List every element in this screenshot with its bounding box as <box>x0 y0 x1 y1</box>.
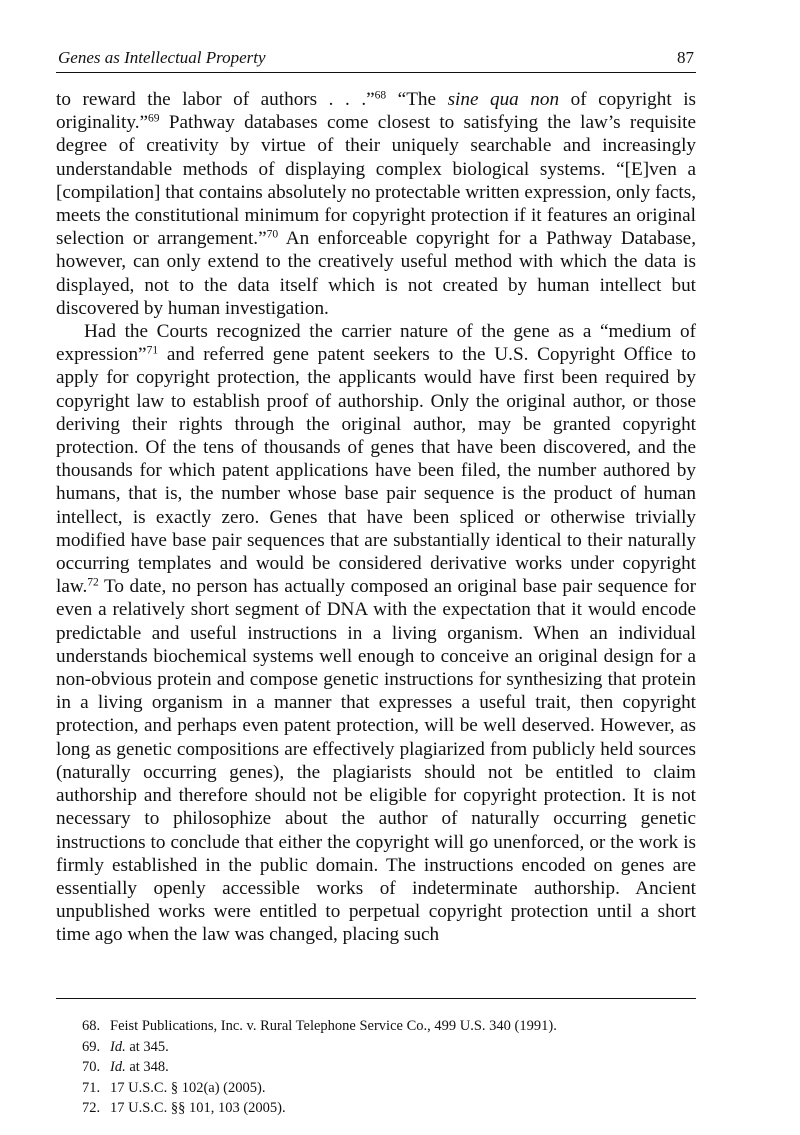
footnote-70 <box>82 1057 682 1078</box>
text-run: Pathway databases come closest to satisfying the law’s requisite degree of creativity by virtue of their uniquely searchable and increasingly understandable methods of displaying complex biological systems. “[E]ven a [compilation] that contains absolutely no protectable written expression, only facts, meets the constitutional minimum for copyright protection if it features an original selection or arrangement.” <box>56 112 696 250</box>
footnote-ref-69: 69 <box>148 112 160 125</box>
footnote-number: 69. <box>82 1038 101 1055</box>
footnote-ref-70: 70 <box>266 228 279 241</box>
text-run: and referred gene patent seekers to the U.S. Copyright Office to apply for copyright protection, the applicants would have first been required by copyright law to establish proof of authorship. Only the original author, or those deriving their rights through the original author, may be granted copyright protection. Of the tens of thousands of genes that have been discovered, and the thousands for which patent applications have been filed, the number authored by humans, that is, the number whose base pair sequence is the product of human intellect, is exactly zero. Genes that have been spliced or otherwise trivially modified have base pair sequences that are substantially identical to their naturally occurring templates and would be considered derivative works under copyright law. <box>56 344 696 598</box>
footnote-ref-68: 68 <box>374 89 387 102</box>
footnote-69 <box>82 1037 682 1058</box>
page-header <box>56 48 696 70</box>
text-run: of copyright is originality.” <box>56 89 696 134</box>
footnote-rule <box>56 998 696 999</box>
body-text <box>56 88 696 947</box>
footnote-text: Feist Publications, Inc. v. Rural Telephone Service Co., 499 U.S. 340 (1991). <box>110 1018 557 1034</box>
text-run: To date, no person has actually composed an original base pair sequence for even a relatively short segment of DNA with the expectation that it would encode predictable and useful instructions in a living organism. When an individual understands biochemical systems well enough to conceive an original design for a non-obvious protein and compose genetic instructions for synthesizing that protein in a living organism in a manner that expresses a useful trait, then copyright protection, and perhaps even patent protection, will be well deserved. However, as long as genetic compositions are effectively plagiarized from publicly held sources (naturally occurring genes), the plagiarists should not be entitled to claim authorship and therefore should not be eligible for copyright protection. It is not necessary to philosophize about the author of naturally occurring genetic instructions to conclude that either the copyright will go unenforced, or the work is firmly established in the public domain. The instructions encoded on genes are essentially openly accessible works of indeterminate authorship. Ancient unpublished works were entitled to perpetual copyright protection until a short time ago when the law was changed, placing such <box>56 576 696 946</box>
running-head: Genes as Intellectual Property <box>58 48 266 67</box>
footnote-number: 71. <box>82 1079 101 1096</box>
page-number: 87 <box>677 48 694 67</box>
footnote-text: 17 U.S.C. § 102(a) (2005). <box>110 1079 266 1096</box>
footnote-number: 70. <box>82 1059 101 1075</box>
text-run: to reward the labor of authors . . .” <box>56 89 375 110</box>
footnote-text: 17 U.S.C. §§ 101, 103 (2005). <box>110 1100 286 1116</box>
footnote-ref-72: 72 <box>87 576 99 589</box>
footnote-71 <box>82 1078 682 1099</box>
footnote-68 <box>82 1016 682 1037</box>
footnote-number: 68. <box>82 1018 101 1034</box>
header-rule <box>56 72 696 73</box>
paragraph-1 <box>56 88 696 320</box>
text-run: “The <box>386 89 448 110</box>
footnote-id: Id. <box>110 1059 126 1075</box>
footnote-id: Id. <box>110 1038 126 1055</box>
footnote-number: 72. <box>82 1100 101 1116</box>
text-run: An enforceable copyright for a Pathway Database, however, can only extend to the creatively useful method with which the data is displayed, not to the data itself which is not created by human intellect but discovered by human investigation. <box>56 228 696 319</box>
footnotes <box>82 1016 682 1119</box>
paragraph-2 <box>56 320 696 946</box>
text-run: Had the Courts recognized the carrier nature of the gene as a “medium of expression” <box>56 321 696 366</box>
footnote-text: at 345. <box>125 1038 169 1055</box>
footnote-text: at 348. <box>125 1059 169 1075</box>
italic-phrase: sine qua non <box>447 89 560 110</box>
footnote-72 <box>82 1098 682 1119</box>
footnote-ref-71: 71 <box>146 344 159 357</box>
